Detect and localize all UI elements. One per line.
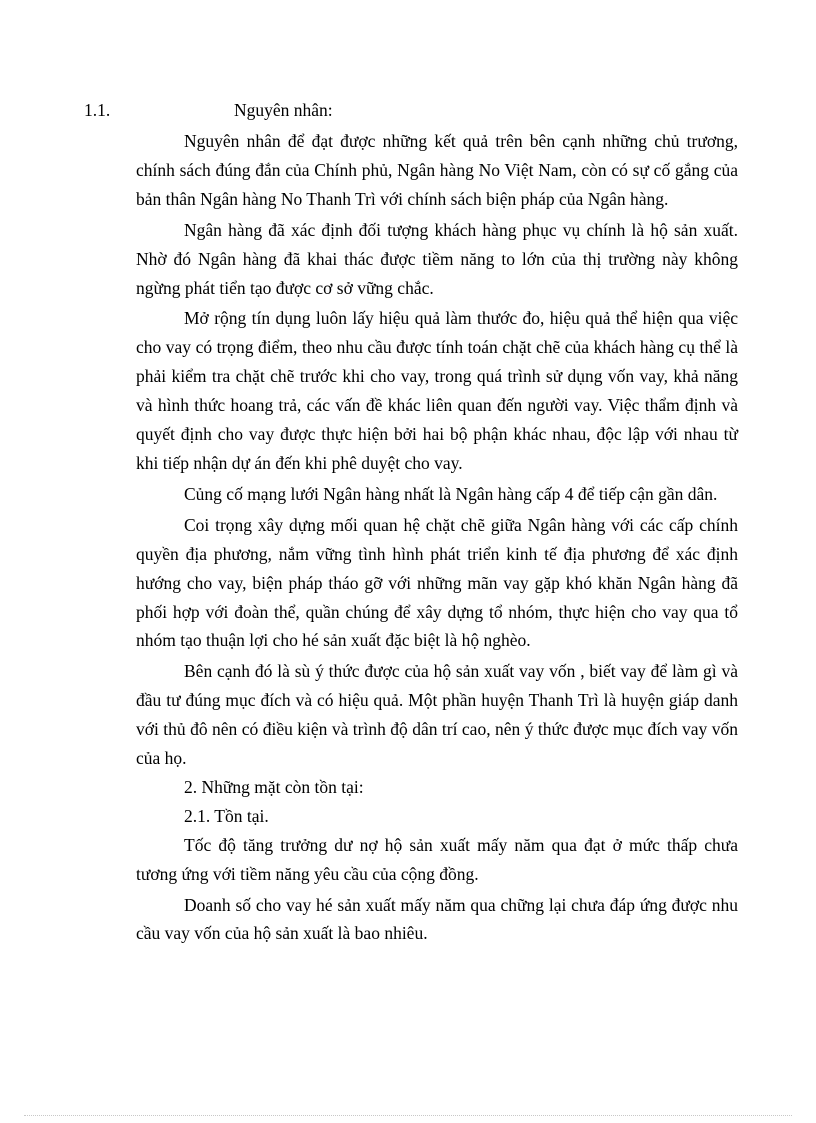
paragraph-local-relations: Coi trọng xây dựng mối quan hệ chặt chẽ giữa Ngân hàng với các cấp chính quyền địa phương, nắm vững tình hình phát triển kinh tế địa phương để xác định hướng cho vay, biện pháp tháo gỡ với những mãn vay gặp khó khăn Ngân hàng đã phối hợp với đoàn thể, quần chúng để xây dựng tổ nhóm, thực hiện cho vay qua tổ nhóm tạo thuận lợi cho hé sản xuất đặc biệt là hộ nghèo. [136, 514, 738, 651]
paragraph-credit-expansion: Mở rộng tín dụng luôn lấy hiệu quả làm thước đo, hiệu quả thể hiện qua việc cho vay có trọng điểm, theo nhu cầu được tính toán chặt chẽ của khách hàng cụ thể là phải kiểm tra chặt chẽ trước khi cho vay, trong quá trình sử dụng vốn vay, khả năng và hình thức hoang trả, các vấn đề khác liên quan đến người vay. Việc thẩm định và quyết định cho vay được thực hiện bởi hai bộ phận khác nhau, độc lập với nhau từ khi tiếp nhận dự án đến khi phê duyệt cho vay. [136, 308, 738, 473]
paragraph-borrower-awareness: Bên cạnh đó là sù ý thức được của hộ sản xuất vay vốn , biết vay để làm gì và đầu tư đúng mục đích và có hiệu quả. Một phần huyện Thanh Trì là huyện giáp danh với thủ đô nên có điều kiện và trình độ dân trí cao, nên ý thức được mục đích vay vốn của họ. [136, 661, 738, 769]
page-bottom-divider [24, 1115, 792, 1116]
paragraph-target-customers: Ngân hàng đã xác định đối tượng khách hàng phục vụ chính là hộ sản xuất. Nhờ đó Ngân hàng đã khai thác được tiềm năng to lớn của thị trường này không ngừng phát tiển tạo được cơ sở vững chắc. [136, 219, 738, 298]
paragraph-growth-rate: Tốc độ tăng trưởng dư nợ hộ sản xuất mấy năm qua đạt ở mức thấp chưa tương ứng với tiềm năng yêu cầu của cộng đồng. [136, 834, 738, 884]
paragraph-causes-intro: Nguyên nhân để đạt được những kết quả trên bên cạnh những chủ trương, chính sách đúng đắn của Chính phủ, Ngân hàng No Việt Nam, còn có sự cố gắng của bản thân Ngân hàng No Thanh Trì với chính sách biện pháp của Ngân hàng. [136, 131, 738, 209]
subheading-issues-2-1: 2.1. Tồn tại. [184, 805, 269, 826]
section-number: 1.1. [84, 100, 111, 120]
subheading-remaining-issues: 2. Những mặt còn tồn tại: [184, 776, 364, 797]
paragraph-network: Củng cố mạng lưới Ngân hàng nhất là Ngân hàng cấp 4 để tiếp cận gần dân. [184, 483, 718, 504]
section-title: Nguyên nhân: [234, 100, 333, 120]
document-body [136, 127, 738, 948]
paragraph-lending-volume: Doanh số cho vay hé sản xuất mấy năm qua chững lại chưa đáp ứng được nhu cầu vay vốn của hộ sản xuất là bao nhiêu. [136, 894, 738, 944]
